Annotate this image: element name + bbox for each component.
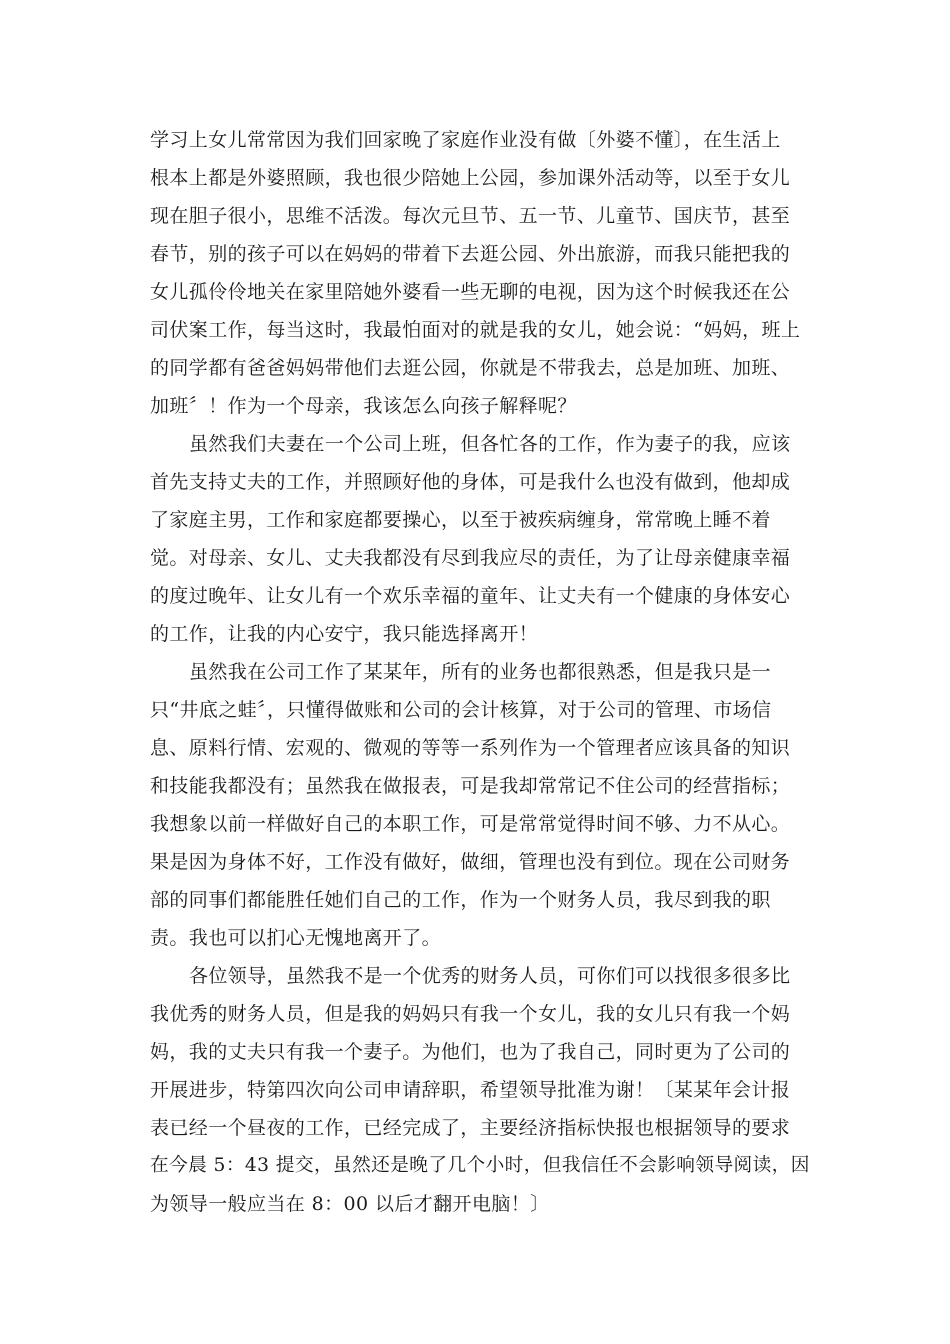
text-line: 只“井底之蛙〞，只懂得做账和公司的会计核算，对于公司的管理、市场信 [150,699,772,721]
text-line: 春节，别的孩子可以在妈妈的带着下去逛公园、外出旅游，而我只能把我的 [150,243,791,265]
paragraph-first-line: 虽然我在公司工作了某某年，所有的业务也都很熟悉，但是我只是一 [189,661,772,683]
text-line: 部的同事们都能胜任她们自己的工作，作为一个财务人员，我尽到我的职 [150,889,771,911]
text-line: 表已经一个昼夜的工作，已经完成了，主要经济指标快报也根据领导的要求 [150,1117,791,1139]
text-line: 的同学都有爸爸妈妈带他们去逛公园，你就是不带我去，总是加班、加班、 [150,357,791,379]
text-line: 了家庭主男，工作和家庭都要操心，以至于被疾病缠身，常常晚上睡不着 [150,509,771,531]
paragraph-first-line: 虽然我们夫妻在一个公司上班，但各忙各的工作，作为妻子的我，应该 [189,433,791,455]
text-line: 现在胆子很小，思维不活泼。每次元旦节、五一节、儿童节、国庆节，甚至 [150,205,791,227]
text-line: 我优秀的财务人员，但是我的妈妈只有我一个女儿，我的女儿只有我一个妈 [150,1003,791,1025]
text-line: 息、原料行情、宏观的、微观的等等一系列作为一个管理者应该具备的知识 [150,737,791,759]
text-line: 开展进步，特第四次向公司申请辞职，希望领导批准为谢！〔某某年会计报 [150,1079,791,1101]
text-line: 加班〞！作为一个母亲，我该怎么向孩子解释呢？ [150,395,577,417]
text-line: 果是因为身体不好，工作没有做好，做细，管理也没有到位。现在公司财务 [150,851,791,873]
text-line: 首先支持丈夫的工作，并照顾好他的身体，可是我什么也没有做到，他却成 [150,471,791,493]
text-line: 的工作，让我的内心安宁，我只能选择离开！ [150,623,539,645]
text-line: 我想象以前一样做好自己的本职工作，可是常常觉得时间不够、力不从心。 [150,813,791,835]
text-line: 的度过晚年、让女儿有一个欢乐幸福的童年、让丈夫有一个健康的身体安心 [150,585,791,607]
text-line: 觉。对母亲、女儿、丈夫我都没有尽到我应尽的责任，为了让母亲健康幸福 [150,547,791,569]
paragraph-first-line: 各位领导，虽然我不是一个优秀的财务人员，可你们可以找很多很多比 [189,965,791,987]
text-line: 为领导一般应当在 8：00 以后才翻开电脑！〕 [150,1193,550,1215]
text-line: 女儿孤伶伶地关在家里陪她外婆看一些无聊的电视，因为这个时候我还在公 [150,281,791,303]
text-line: 和技能我都没有；虽然我在做报表，可是我却常常记不住公司的经营指标； [150,775,791,797]
text-line: 责。我也可以扪心无愧地离开了。 [150,927,442,949]
text-line: 根本上都是外婆照顾，我也很少陪她上公园，参加课外活动等，以至于女儿 [150,167,791,189]
text-line: 司伏案工作，每当这时，我最怕面对的就是我的女儿，她会说：“妈妈，班上 [150,319,801,341]
text-line: 妈，我的丈夫只有我一个妻子。为他们，也为了我自己，同时更为了公司的 [150,1041,791,1063]
text-line: 学习上女儿常常因为我们回家晚了家庭作业没有做〔外婆不懂〕，在生活上 [150,129,781,151]
text-line: 在今晨 5：43 提交，虽然还是晚了几个小时，但我信任不会影响领导阅读，因 [150,1155,810,1176]
